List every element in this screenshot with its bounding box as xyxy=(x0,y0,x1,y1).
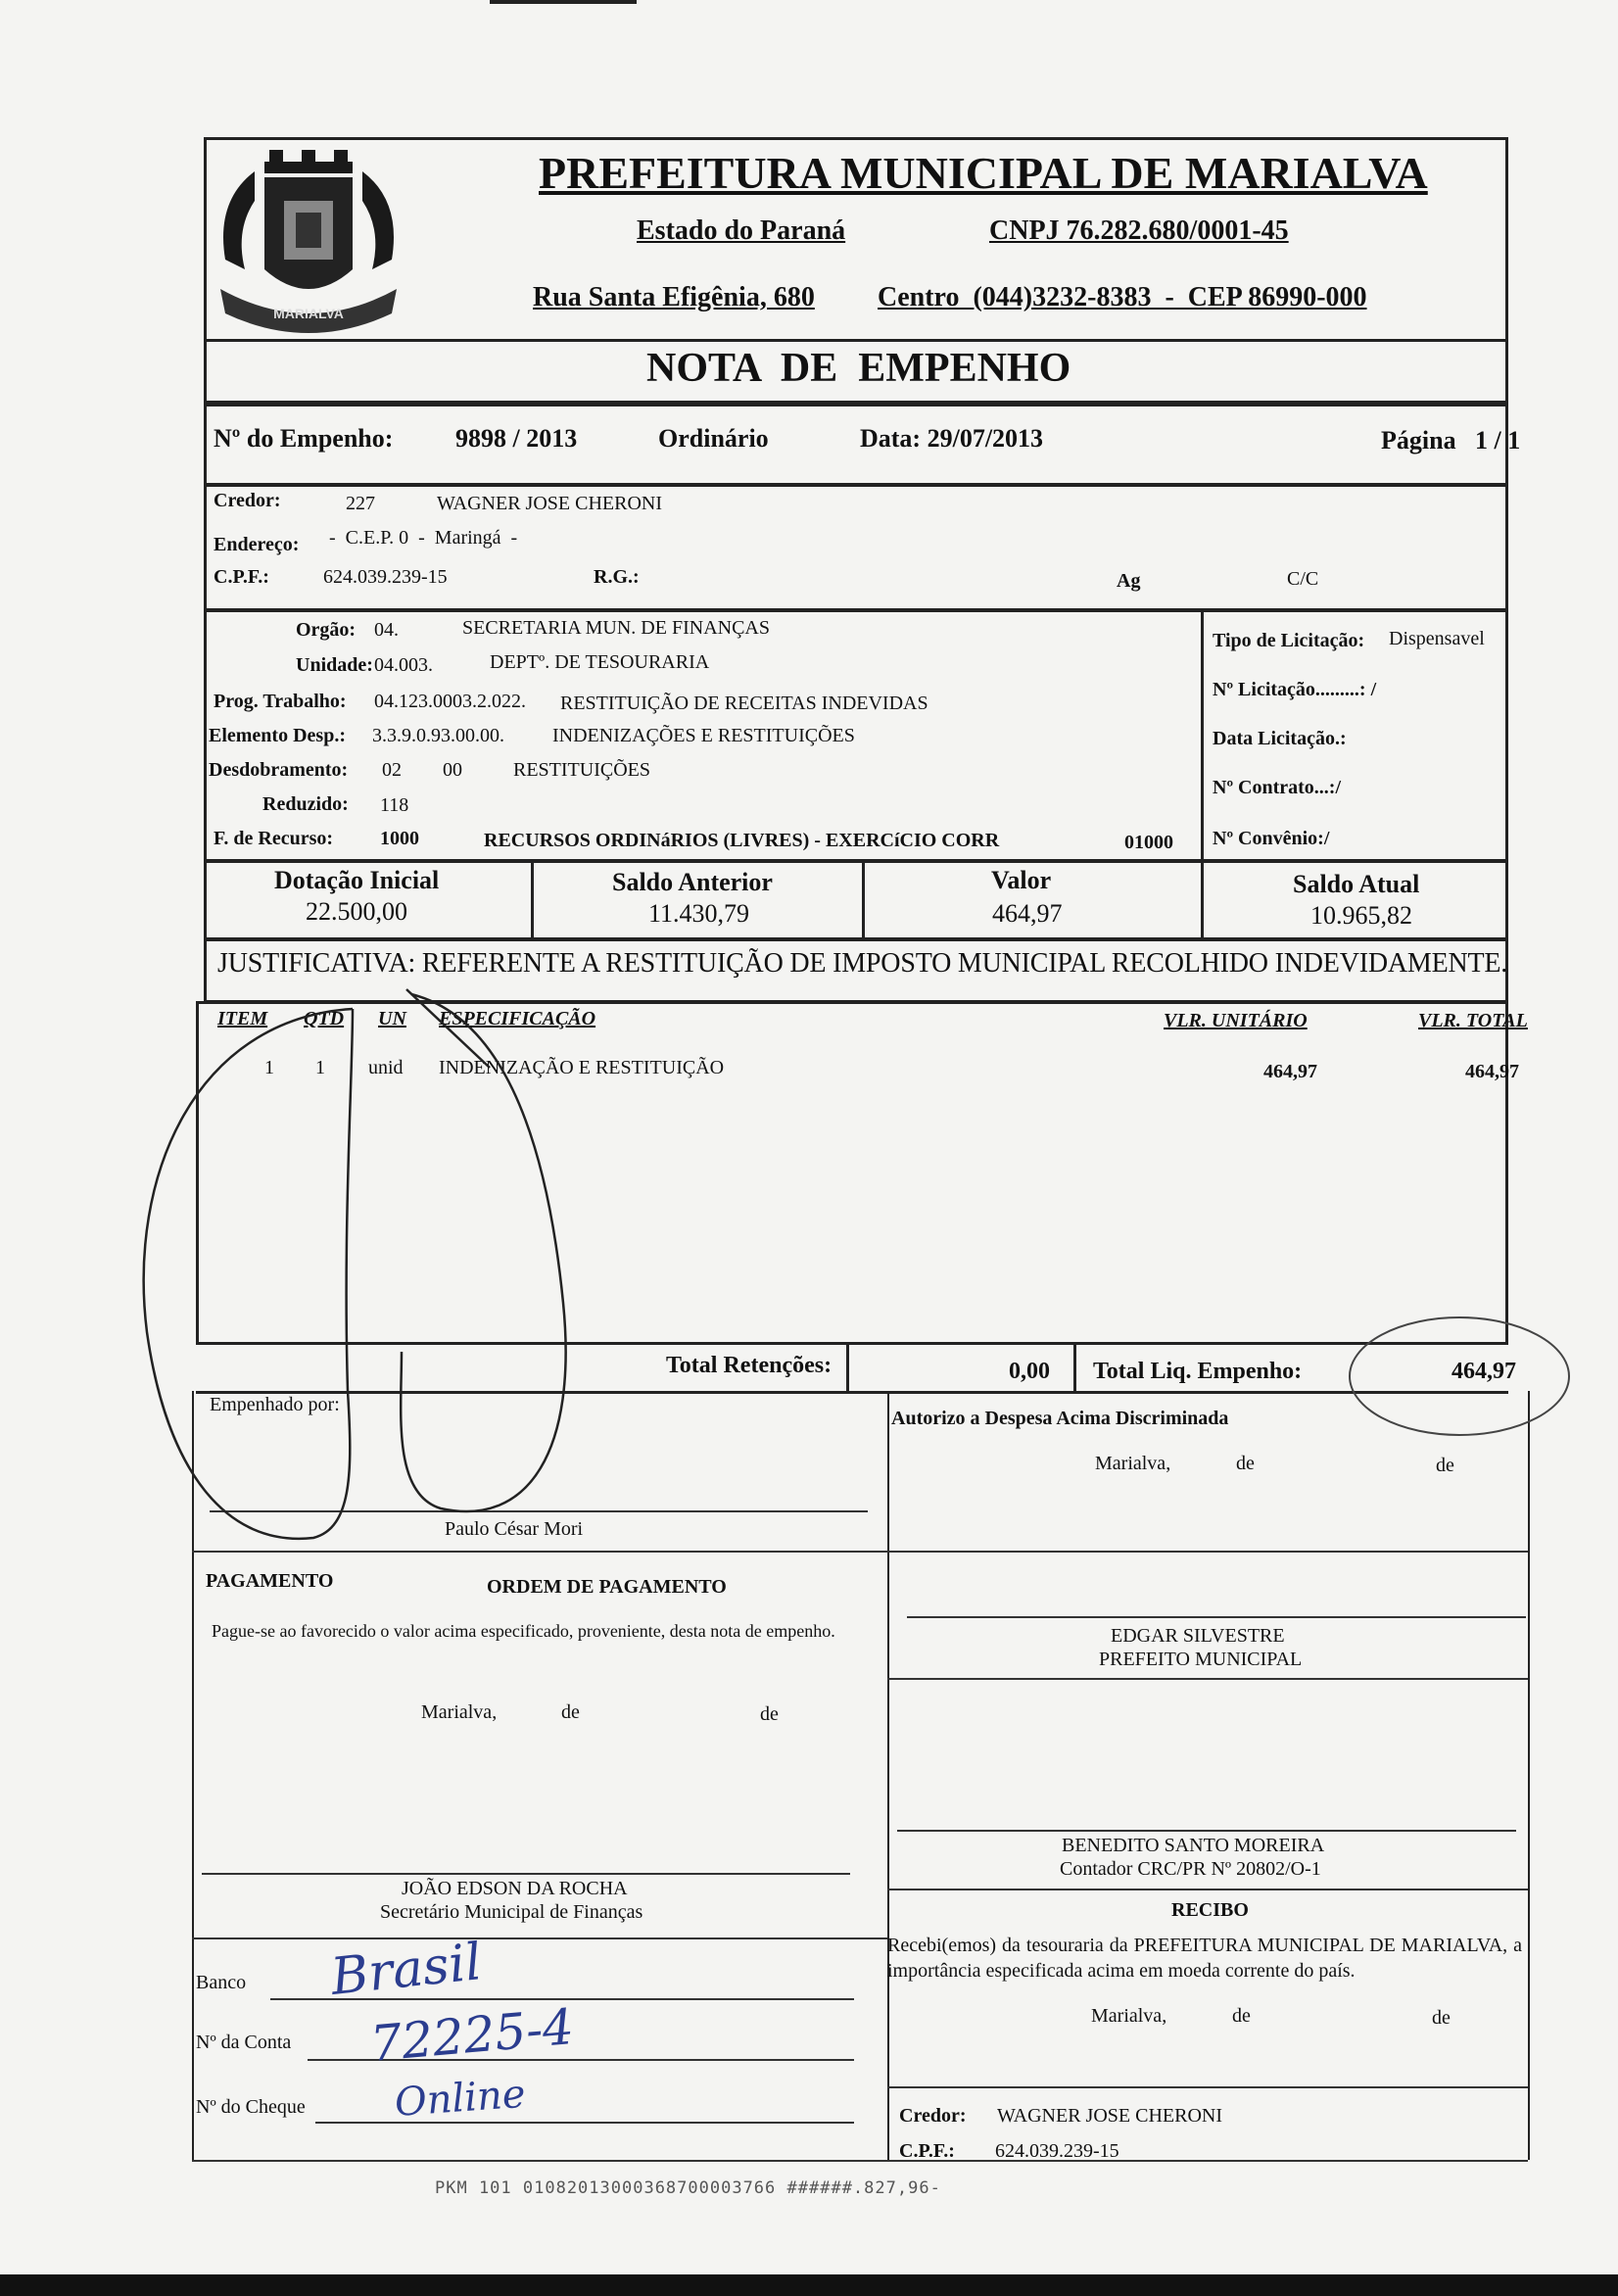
saldo-atual-label: Saldo Atual xyxy=(1293,870,1420,898)
ordem-pagamento-label: ORDEM DE PAGAMENTO xyxy=(487,1576,727,1598)
dotacao-inicial-label: Dotação Inicial xyxy=(274,866,440,894)
autorizo-de-1: de xyxy=(1236,1453,1255,1474)
fonte-name: RECURSOS ORDINáRIOS (LIVRES) - EXERCíCIO CORR xyxy=(484,830,1000,851)
reduzido-value: 118 xyxy=(380,794,409,816)
total-liquido-value: 464,97 xyxy=(1451,1359,1516,1384)
endereco-value: - C.E.P. 0 - Maringá - xyxy=(329,527,518,549)
orgao-name: SECRETARIA MUN. DE FINANÇAS xyxy=(462,617,770,639)
signature-line-secretario xyxy=(202,1873,850,1875)
main-vertical-divider xyxy=(887,1391,889,2160)
saldo-atual-value: 10.965,82 xyxy=(1310,901,1412,930)
empenho-row xyxy=(204,404,1508,486)
recibo-credor-line xyxy=(887,2086,1528,2088)
total-retencoes-label: Total Retenções: xyxy=(666,1353,833,1378)
valores-divider-1 xyxy=(531,860,534,940)
scan-bottom-bar xyxy=(0,2274,1618,2296)
pagamento-de-2: de xyxy=(760,1703,779,1725)
signature-line-empenhado xyxy=(210,1510,868,1512)
totals-bottom-line xyxy=(196,1391,1508,1394)
elemento-label: Elemento Desp.: xyxy=(209,725,346,746)
pagamento-text: Pague-se ao favorecido o valor acima especificado, proveniente, desta nota de empenho. xyxy=(212,1621,835,1641)
recibo-city: Marialva, xyxy=(1091,2005,1167,2027)
valores-divider-2 xyxy=(862,860,865,940)
credor-name: WAGNER JOSE CHERONI xyxy=(437,493,662,514)
recibo-title: RECIBO xyxy=(1171,1899,1249,1921)
cpf-value: 624.039.239-15 xyxy=(323,566,448,588)
autorizo-city: Marialva, xyxy=(1095,1453,1171,1474)
desdobramento-name: RESTITUIÇÕES xyxy=(513,759,650,781)
handwritten-cheque: Online xyxy=(393,2071,527,2126)
total-liquido-label: Total Liq. Empenho: xyxy=(1093,1359,1303,1384)
elemento-name: INDENIZAÇÕES E RESTITUIÇÕES xyxy=(552,725,855,746)
empenho-date: Data: 29/07/2013 xyxy=(860,424,1044,453)
coat-of-arms-text: MARIALVA xyxy=(273,306,344,321)
prefeito-name: EDGAR SILVESTRE xyxy=(1111,1625,1285,1647)
elemento-code: 3.3.9.0.93.00.00. xyxy=(372,725,504,746)
licitacao-date: Data Licitação.: xyxy=(1213,728,1347,749)
page-label: Página xyxy=(1381,426,1456,454)
col-un: UN xyxy=(378,1008,406,1029)
header-title: PREFEITURA MUNICIPAL DE MARIALVA xyxy=(539,148,1428,198)
total-retencoes-value: 0,00 xyxy=(1009,1359,1050,1384)
prog-name: RESTITUIÇÃO DE RECEITAS INDEVIDAS xyxy=(560,693,928,714)
header-cnpj: CNPJ 76.282.680/0001-45 xyxy=(989,215,1289,246)
recibo-de-1: de xyxy=(1232,2005,1251,2027)
signature-line-prefeito xyxy=(907,1616,1526,1618)
header-state: Estado do Paraná xyxy=(637,215,846,246)
item-row-item: 1 xyxy=(264,1057,274,1078)
handwritten-banco: Brasil xyxy=(328,1933,485,2007)
fonte-code: 1000 xyxy=(380,828,419,849)
item-row-qtd: 1 xyxy=(315,1057,325,1078)
empenhado-por-label: Empenhado por: xyxy=(210,1394,340,1415)
prefeito-bottom-line xyxy=(887,1678,1528,1680)
ag-label: Ag xyxy=(1117,570,1141,592)
unidade-code: 04.003. xyxy=(374,654,433,676)
cheque-label: Nº do Cheque xyxy=(196,2096,306,2118)
cc-label: C/C xyxy=(1287,568,1319,590)
contrato-number: Nº Contrato...:/ xyxy=(1213,777,1342,798)
saldo-anterior-label: Saldo Anterior xyxy=(612,868,773,896)
col-vlr-unitario: VLR. UNITÁRIO xyxy=(1164,1010,1308,1031)
col-item: ITEM xyxy=(217,1008,268,1029)
pagamento-label: PAGAMENTO xyxy=(206,1570,334,1592)
recibo-cpf-value: 624.039.239-15 xyxy=(995,2140,1119,2162)
tipo-licitacao-value: Dispensavel xyxy=(1389,628,1485,649)
orgao-label: Orgão: xyxy=(296,619,357,641)
header-divider xyxy=(204,339,1508,342)
cpf-label: C.P.F.: xyxy=(214,566,269,588)
col-vlr-total: VLR. TOTAL xyxy=(1418,1010,1528,1031)
unidade-name: DEPTº. DE TESOURARIA xyxy=(490,651,710,673)
header-address: Centro (044)3232-8383 - CEP 86990-000 xyxy=(878,282,1367,312)
page-number: 1 / 1 xyxy=(1475,426,1521,454)
cheque-line xyxy=(315,2122,854,2124)
autorizo-label: Autorizo a Despesa Acima Discriminada xyxy=(891,1408,1229,1429)
signature-line-contador xyxy=(897,1830,1516,1832)
pagamento-de-1: de xyxy=(561,1701,580,1723)
prog-code: 04.123.0003.2.022. xyxy=(374,691,526,712)
recibo-text: Recebi(emos) da tesouraria da PREFEITURA MUNICIPAL DE MARIALVA, a importância especificada acima em moeda corrente do país. xyxy=(887,1935,1522,1982)
licitacao-divider xyxy=(1201,609,1204,862)
dotacao-inicial-value: 22.500,00 xyxy=(306,897,407,926)
autorizo-de-2: de xyxy=(1436,1455,1454,1476)
form-bottom-line xyxy=(192,2160,1528,2162)
col-especificacao: ESPECIFICAÇÃO xyxy=(439,1008,596,1029)
pagamento-top-line xyxy=(192,1551,1528,1553)
item-row-especificacao: INDENIZAÇÃO E RESTITUIÇÃO xyxy=(439,1057,725,1078)
col-qtd: QTD xyxy=(304,1008,345,1029)
empenho-number: 9898 / 2013 xyxy=(455,424,578,453)
orgao-code: 04. xyxy=(374,619,399,641)
right-outer-border xyxy=(1528,1391,1530,2160)
fonte-label: F. de Recurso: xyxy=(214,828,334,849)
recibo-credor-name: WAGNER JOSE CHERONI xyxy=(997,2105,1222,2127)
valor-label: Valor xyxy=(991,866,1052,894)
empenho-kind: Ordinário xyxy=(658,424,769,453)
recibo-cpf-label: C.P.F.: xyxy=(899,2140,955,2162)
totals-divider-2 xyxy=(1073,1342,1076,1393)
scan-mark xyxy=(490,0,637,4)
item-row-unit: 464,97 xyxy=(1263,1061,1317,1082)
items-box xyxy=(196,1001,1508,1344)
doc-title: NOTA DE EMPENHO xyxy=(646,346,1071,391)
recibo-credor-label: Credor: xyxy=(899,2105,967,2127)
reduzido-label: Reduzido: xyxy=(262,793,349,815)
fonte-number: 01000 xyxy=(1124,832,1173,853)
unidade-label: Unidade: xyxy=(296,654,373,676)
conta-line xyxy=(308,2059,854,2061)
secretario-title: Secretário Municipal de Finanças xyxy=(380,1901,643,1923)
left-outer-border xyxy=(192,1391,194,2160)
licitacao-number: Nº Licitação.........: / xyxy=(1213,679,1377,700)
header-street: Rua Santa Efigênia, 680 xyxy=(533,282,815,312)
recibo-de-2: de xyxy=(1432,2007,1451,2029)
prefeito-title: PREFEITO MUNICIPAL xyxy=(1099,1649,1303,1670)
prog-label: Prog. Trabalho: xyxy=(214,691,347,712)
desdobramento-a: 02 xyxy=(382,759,402,781)
footer-code: PKM 101 01082013000368700003766 ######.827,96- xyxy=(435,2178,941,2198)
banco-label: Banco xyxy=(196,1972,247,1993)
secretario-name: JOÃO EDSON DA ROCHA xyxy=(402,1878,628,1899)
handwritten-conta: 72225-4 xyxy=(367,1998,577,2073)
item-row-total: 464,97 xyxy=(1465,1061,1519,1082)
banco-line xyxy=(270,1998,854,2000)
credor-label: Credor: xyxy=(214,490,281,511)
credor-code: 227 xyxy=(346,493,375,514)
convenio-number: Nº Convênio:/ xyxy=(1213,828,1330,849)
totals-divider-1 xyxy=(846,1342,849,1393)
justificativa-text: JUSTIFICATIVA: REFERENTE A RESTITUIÇÃO DE IMPOSTO MUNICIPAL RECOLHIDO INDEVIDAMENTE. xyxy=(217,948,1508,979)
banco-top-line xyxy=(192,1937,887,1939)
tipo-licitacao-label: Tipo de Licitação: xyxy=(1213,630,1365,651)
endereco-label: Endereço: xyxy=(214,534,300,555)
empenho-number-label: Nº do Empenho: xyxy=(214,424,394,453)
item-row-un: unid xyxy=(368,1057,404,1078)
conta-label: Nº da Conta xyxy=(196,2032,292,2053)
contador-name: BENEDITO SANTO MOREIRA xyxy=(1062,1835,1325,1856)
saldo-anterior-value: 11.430,79 xyxy=(648,899,750,928)
contador-title: Contador CRC/PR Nº 20802/O-1 xyxy=(1060,1858,1321,1880)
signer1-name: Paulo César Mori xyxy=(445,1518,584,1540)
valores-divider-3 xyxy=(1201,860,1204,940)
valor-value: 464,97 xyxy=(992,899,1063,928)
coat-of-arms-icon xyxy=(206,142,411,338)
pagamento-city: Marialva, xyxy=(421,1701,498,1723)
rg-label: R.G.: xyxy=(594,566,640,588)
desdobramento-label: Desdobramento: xyxy=(209,759,349,781)
totals-top-line xyxy=(196,1342,1508,1345)
desdobramento-b: 00 xyxy=(443,759,462,781)
recibo-top-line xyxy=(887,1889,1528,1890)
